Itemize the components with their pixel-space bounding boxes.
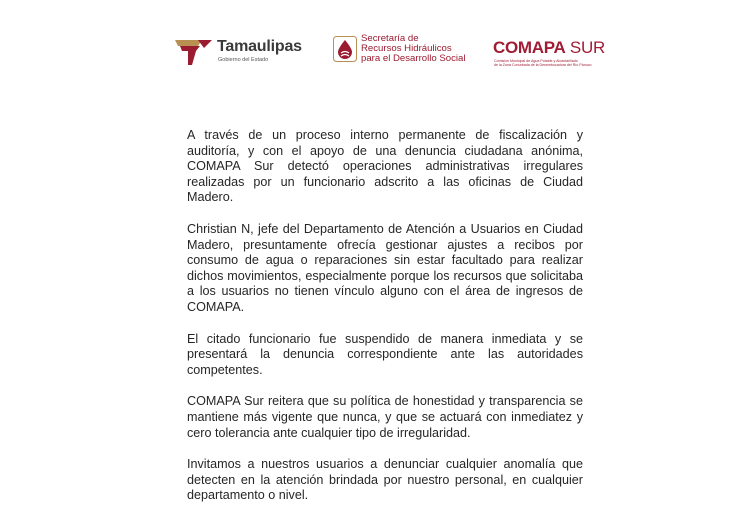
comapa-sur-logo (493, 38, 613, 68)
secretaria-line-2: Recursos Hidráulicos (361, 43, 452, 54)
paragraph-4: COMAPA Sur reitera que su política de honestidad y transparencia se mantiene más vigente que nunca, y que se actuará con inmediatez y cero tolerancia ante cualquier tipo de irregularidad. (187, 394, 583, 440)
secretaria-logo (333, 34, 483, 68)
tamaulipas-logo (174, 36, 304, 68)
secretaria-line-3: para el Desarrollo Social (361, 53, 466, 64)
tamaulipas-name: Tamaulipas (217, 38, 302, 55)
comapa-subtitle (494, 59, 592, 67)
comapa-subtitle-line-1: Comisión Municipal de Agua Potable y Alcantarillado (494, 59, 578, 63)
water-drop-icon (333, 36, 357, 62)
statement-body (187, 128, 583, 520)
comapa-name: COMAPA (493, 38, 566, 57)
paragraph-1: A través de un proceso interno permanente de fiscalización y auditoría, y con el apoyo de una denuncia ciudadana anónima, COMAPA Sur detectó operaciones administrativas irregulares realizadas por un funcionario adscrito a las oficinas de Ciudad Madero. (187, 128, 583, 205)
tamaulipas-subtitle: Gobierno del Estado (218, 57, 269, 63)
tamaulipas-emblem-icon (174, 36, 214, 66)
paragraph-3: El citado funcionario fue suspendido de manera inmediata y se presentará la denuncia correspondiente ante las autoridades competentes. (187, 331, 583, 377)
header-logos (0, 0, 750, 110)
comapa-suffix: SUR (565, 38, 605, 57)
paragraph-5: Invitamos a nuestros usuarios a denunciar cualquier anomalía que detecten en la atención brindada por nuestro personal, en cualquier departamento o nivel. (187, 457, 583, 503)
comapa-sur-wordmark (493, 38, 605, 58)
paragraph-2: Christian N, jefe del Departamento de Atención a Usuarios en Ciudad Madero, presuntamente ofrecía gestionar ajustes a recibos por consumo de agua o reparaciones sin estar facultado para realizar dichos movimientos, especialmente porque los recursos que solicitaba a los usuarios no tienen vínculo alguno con el área de ingresos de COMAPA. (187, 221, 583, 314)
comapa-subtitle-line-2: de la Zona Conurbada de la Desembocadura del Río Pánuco (494, 63, 592, 68)
secretaria-line-1: Secretaría de (361, 33, 419, 44)
secretaria-text (361, 34, 466, 64)
